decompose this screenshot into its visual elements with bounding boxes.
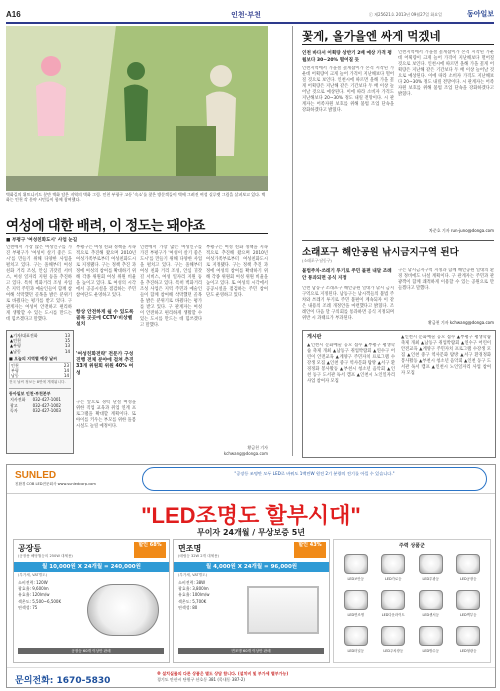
spec-item: 색온도: 5,700K (178, 598, 207, 604)
panel-image (244, 582, 322, 638)
contact-title: 동아일보 인천·부천본부 (9, 388, 71, 397)
product-item[interactable] (376, 624, 412, 658)
card-desc: (매립등 32W 2개 대체용) (178, 554, 219, 558)
table-cell: 14 (63, 373, 69, 379)
card-title: 공장등 (18, 544, 42, 553)
spec-item: 연색성: 80 (178, 604, 198, 610)
spec-item: 유효율: 100lm/w (178, 592, 210, 598)
product-item[interactable] (451, 624, 487, 658)
table-row (9, 349, 71, 354)
notice-items-col2: ▲인천시 문화예술 공모 접수 ▲부평구 평생학습 축제 개최 ▲남동구 취업박람회 ▲연수구 어린이 안전교육 ▲계양구 주민자치 프로그램 수강생 모집 ▲인천 중구 역사문화 탐방 ▲서구 환경정화 봉사활동 ▲부천시 청소년 음악회 ▲인천 동구 도서관 독서 캠프 ▲인천시 노인일자리 사업 참여자 모집 (401, 335, 491, 376)
sorae-byline: 황금천 기자 kchwang@donga.com (427, 320, 494, 325)
product-label: LED주차장등 (383, 649, 404, 653)
product-icon (419, 626, 443, 646)
contact-phone[interactable] (15, 673, 110, 686)
table-cell: 13 (64, 343, 70, 349)
table-cell: 지사전화 (10, 397, 26, 403)
sorae-dept: (소래포구·남동구) (302, 258, 332, 263)
product-label: LED형광등 (460, 649, 477, 653)
product-item[interactable] (376, 588, 412, 622)
product-item[interactable] (338, 552, 374, 586)
table-row (10, 373, 71, 379)
weather-note: 전국 날씨 정보는 8면에 게재됩니다. (9, 380, 66, 385)
table-cell: 남동 (11, 373, 19, 379)
product-label: LED방수등 (422, 649, 439, 653)
product-icon (456, 590, 480, 610)
dateline: ⓒ 제25621호 2013년 09월27일 화요일 (368, 12, 442, 17)
crab-lead: 인천 바다서 어획량 상반기 2배 예상 가격 평월보다 30~20% 떨어질 듯 (302, 51, 392, 63)
product-item[interactable] (338, 624, 374, 658)
table-cell: ▲기자/대표전화 (10, 333, 38, 338)
phone-label: 문의전화: (15, 676, 54, 686)
table-row (9, 408, 71, 413)
spec-item: 연색성: 75 (18, 604, 38, 610)
product-icon (344, 626, 368, 646)
product-item[interactable] (338, 588, 374, 622)
table-cell: ▲남동 (10, 348, 21, 354)
table-cell: 부평 (11, 368, 19, 374)
spec-item: 유효율: 120lm/w (18, 592, 50, 598)
crab-headline: 꽃게, 올가을엔 싸게 먹겠네 (302, 29, 441, 43)
section-title: 인천·부천 (231, 11, 261, 19)
product-icon (419, 554, 443, 574)
contact-table (9, 397, 71, 413)
page-number: A16 (6, 10, 21, 19)
panel-icon (247, 586, 319, 634)
spec-item: 색온도: 5,500~6,500K (18, 598, 62, 604)
main-body-col2: 부평구는 여성 친화 정책을 지속적으로 추진해 왔으며 2010년 여성가족부로부터 여성친화도시로 지정됐다. 구는 정책 추진 과정에 여성의 참여를 확대하기 위해 각종 위원회 여성 위원 비율을 높이고 있다. 또 여성의 시각에서 공공시설을 점검하는 주민 참여단도 운영하고 있다. (76, 245, 136, 298)
table-cell: 독자 (10, 407, 18, 413)
product-icon (344, 590, 368, 610)
sorae-body-col1: 인천 남동구 소래포구 해안공원 일대가 낚시 금지구역으로 지정된다. 남동구는 낚시객들의 불법 주차와 쓰레기 투기로 주민 불편이 계속되자 이 같은 내용의 조례 개정안을 마련했다고 밝혔다. 조례안이 다음 달 구의회를 통과하면 공식 지정되며 위반 시 과태료가 부과된다. (302, 286, 394, 321)
spec-item: 소비전력: 38W (178, 580, 206, 585)
product-item[interactable] (376, 552, 412, 586)
main-body-col4: 부평구는 여성 친화 정책을 지속적으로 추진해 왔으며 2010년 여성가족부로부터 여성친화도시로 지정됐다. 구는 정책 추진 과정에 여성의 참여를 확대하기 위해 각종 위원회 여성 위원 비율을 높이고 있다. 또 여성의 시각에서 공공시설을 점검하는 주민 참여단도 운영하고 있다. (206, 245, 268, 298)
crab-body-col2: 인천지역에서 가을철 꽃게잡이가 본격 시작된 가운데 어획량이 크게 늘어 가격이 지난해보다 떨어질 것으로 보인다. 인천시에 따르면 올해 가을 꽃게 어획량은 지난해 같은 기간보다 두 배 이상 늘어날 것으로 예상된다. 이에 따라 소비자 가격도 지난해보다 20~30% 정도 내릴 전망이다. 시 관계자는 어족자원 보호를 위해 불법 조업 단속을 강화하겠다고 밝혔다. (398, 50, 494, 97)
product-icon (419, 590, 443, 610)
sale-button[interactable]: 면조명 60개 이상만 판매 (178, 648, 324, 654)
product-label: LED터널등 (347, 649, 364, 653)
price-note: (부가세, VAT별도) (18, 573, 48, 577)
photo-caption: 벽화길의 위트니키드 분만 벽화 담은 지역의 벽화 그림. 인천 부평구 고등 '숙소'를 찾은 방문객들이 벽에 그려진 여성 실루엣 그림을 살펴보고 있다. 벽화는 인천 각 분야 시민들이 함께 참여했다. (6, 192, 266, 203)
price-note: (부가세, VAT별도) (178, 573, 208, 577)
product-label: LED투광등 (422, 577, 439, 581)
spec-item: 소비전력: 120W (18, 580, 48, 585)
main-subhead: ■ 부평구 '여성친화도시' 사업 눈길 (6, 238, 78, 243)
main-body-col2b: 구는 앞으로 경력 단절 여성을 위한 직업 교육과 취업 연계 프로그램을 확대할 계획이다. 또 아이를 키우는 부모를 위한 돌봄 시설도 늘릴 예정이다. (76, 400, 136, 429)
table-cell: ▲인천 (10, 338, 21, 344)
divider (302, 240, 494, 241)
ad-headline: "LED조명도 할부시대" (141, 503, 361, 528)
product-icon (456, 626, 480, 646)
ad-footer (7, 667, 495, 688)
product-item[interactable] (451, 588, 487, 622)
lamp-image (84, 582, 162, 638)
main-byline: 황금천 기자 kchwang@donga.com (223, 445, 268, 456)
ad-subline: 무이자 24개월 / 무상보증 5년 (196, 528, 306, 537)
brand-sub: 친환경 COB LED전문회사 www.sunledcorp.com (15, 482, 96, 486)
crab-body-col1: 인천지역에서 가을철 꽃게잡이가 본격 시작된 가운데 어획량이 크게 늘어 가격이 지난해보다 떨어질 것으로 보인다. 인천시에 따르면 올해 가을 꽃게 어획량은 지난해 같은 기간보다 두 배 이상 늘어날 것으로 예상된다. 이에 따라 소비자 가격도 지난해보다 20~30% 정도 내릴 전망이다. 시 관계자는 어족자원 보호를 위해 불법 조업 단속을 강화하겠다고 밝혔다. (302, 66, 394, 113)
product-item[interactable] (413, 624, 449, 658)
sale-button[interactable]: 공장등 60개 이상만 판매 (18, 648, 164, 654)
brand-logo: SUNLED (15, 470, 57, 481)
footnote-line: 경기도 안산시 단원구 산호동 381 (목내동 387-2) (157, 677, 245, 682)
ad-banner: "공장등 조명만 모두 LED로 바꿔도 1백만W 원전 2기 분량의 전기를 아낄 수 있습니다." (142, 467, 487, 491)
spec-list (18, 580, 78, 611)
card-desc: (공장용 해당월등의 250W 대체용) (18, 554, 73, 558)
product-icon (456, 554, 480, 574)
mid-head-1: 항상 안전하게 쉴 수 있도록 골목 곳곳에 CCTV·비상벨 설치 (76, 310, 134, 328)
sorae-body-col2: 구는 낚시금지구역 지정과 함께 해안공원 일대의 환경 정비에도 나설 계획이다. 구 관계자는 주민과 관광객이 함께 쾌적하게 이용할 수 있는 공원으로 만들겠다고 말했다. (398, 268, 494, 291)
product-label: LED센서등 (422, 613, 439, 617)
ad-footnote (157, 671, 288, 683)
lamp-icon (87, 584, 159, 636)
mural-illustration (6, 26, 268, 191)
table-cell: 인천 (11, 362, 19, 368)
notice-board (302, 330, 496, 458)
grid-title: 주력 상품군 (399, 543, 425, 549)
product-card-panel[interactable] (173, 539, 330, 663)
sorae-headline: 소래포구 해안공원 낚시금지구역 된다 (302, 247, 459, 258)
info-table (9, 333, 71, 413)
table-cell: 032-427-1001 (32, 397, 61, 403)
product-label: LED보안등 (347, 577, 364, 581)
crab-byline: 차준호 기자 run-juno@donga.com (429, 228, 494, 233)
product-grid-items (338, 552, 486, 658)
price-band: 월 4,000원 X 24개월 = 96,000원 (174, 562, 329, 572)
product-label: LED벽부등 (460, 613, 477, 617)
discount-badge: 할인 43% (294, 542, 326, 558)
product-label: LED공장등 (460, 577, 477, 581)
product-label: LED면조명 (347, 613, 364, 617)
notice-title: 게시판 (307, 334, 322, 340)
table-cell: 13 (64, 333, 70, 338)
newspaper-logo: 동아일보 (466, 10, 494, 18)
product-label: LED다운라이트 (381, 613, 405, 617)
product-icon (344, 554, 368, 574)
main-body-col1: 인천에서 가장 많은 여성인구를 가진 부평구가 '여성이 살기 좋은 도시'를 만들기 위해 다양한 사업을 펼치고 있다. 구는 올해부터 여성 친화 거리 조성, 안심 귀갓길 서비스, 여성 일자리 지원 등을 추진하고 있다. 특히 벽화거리 조성 사업은 지역 주민과 예술인들이 함께 참여해 삭막했던 골목을 밝은 분위기로 바꿨다는 평가를 받고 있다. 구 관계자는 여성이 안전하고 편리하게 생활할 수 있는 도시를 만드는 데 힘쓰겠다고 말했다. (6, 245, 72, 322)
product-icon (381, 590, 405, 610)
column-divider (292, 26, 293, 456)
table-cell: 광고 (10, 402, 18, 408)
table-cell: 15 (64, 338, 70, 344)
notice-items-col1: ▲인천시 문화예술 공모 접수 ▲부평구 평생학습 축제 개최 ▲남동구 취업박람회 ▲연수구 어린이 안전교육 ▲계양구 주민자치 프로그램 수강생 모집 ▲인천 중구 역사문화 탐방 ▲서구 환경정화 봉사활동 ▲부천시 청소년 음악회 ▲인천 동구 도서관 독서 캠프 ▲인천시 노인일자리 사업 참여자 모집 (307, 343, 395, 384)
price-band: 월 10,000원 X 24개월 = 240,000원 (14, 562, 169, 572)
spec-item: 광효율: 9,600lm (18, 586, 49, 592)
product-icon (381, 554, 405, 574)
table-cell: 23 (63, 362, 69, 368)
ad-top-bar (7, 465, 495, 494)
weather-table (9, 362, 71, 380)
mid-head-2: '여성친화전략' 전문가 구성 진행 전체 분야에 걸쳐 추진 33개 위원회 위원 40% 여성 (76, 352, 134, 376)
table-cell: 14 (63, 368, 69, 374)
spec-list (178, 580, 238, 611)
product-item[interactable] (413, 588, 449, 622)
main-headline: 여성에 대한 배려, 이 정도는 돼야죠 (6, 218, 206, 233)
table-cell: 032-427-1002 (32, 402, 61, 408)
spec-item: 광효율: 3,800lm (178, 586, 209, 592)
footnote-line: ※ 설치실물의 다른 상품은 별도 상담 합니다. (설치비 및 부가세 별부가능) (157, 671, 289, 676)
product-item[interactable] (413, 552, 449, 586)
divider (302, 44, 494, 45)
mural-photo (6, 26, 268, 191)
led-advertisement (6, 464, 496, 688)
table-cell: ▲부평 (10, 343, 21, 349)
table-cell: 14 (64, 348, 70, 354)
product-item[interactable] (451, 552, 487, 586)
divider (6, 233, 268, 234)
sorae-lead: 불법주차·쓰레기 투기로 주민 불편 내달 조례안 통과되면 공식 지정 (302, 269, 392, 281)
card-title: 면조명 (178, 544, 202, 553)
product-grid (333, 539, 491, 663)
product-icon (381, 626, 405, 646)
main-body-col3: 인천에서 가장 많은 여성인구를 가진 부평구가 '여성이 살기 좋은 도시'를 만들기 위해 다양한 사업을 펼치고 있다. 구는 올해부터 여성 친화 거리 조성, 안심 귀갓길 서비스, 여성 일자리 지원 등을 추진하고 있다. 특히 벽화거리 조성 사업은 지역 주민과 예술인들이 함께 참여해 삭막했던 골목을 밝은 분위기로 바꿨다는 평가를 받고 있다. 구 관계자는 여성이 안전하고 편리하게 생활할 수 있는 도시를 만드는 데 힘쓰겠다고 말했다. (140, 245, 202, 328)
rank-table (9, 333, 71, 354)
discount-badge: 할인 68% (134, 542, 166, 558)
weather-title: ■ 오늘의 지역별 예상 날씨 (9, 355, 57, 361)
product-card-factory[interactable] (13, 539, 170, 663)
phone-number: 1670-5830 (56, 676, 111, 686)
table-cell: 032-427-1003 (32, 407, 61, 413)
product-label: LED가로등 (385, 577, 402, 581)
page-header (6, 6, 494, 24)
info-box (6, 330, 74, 454)
